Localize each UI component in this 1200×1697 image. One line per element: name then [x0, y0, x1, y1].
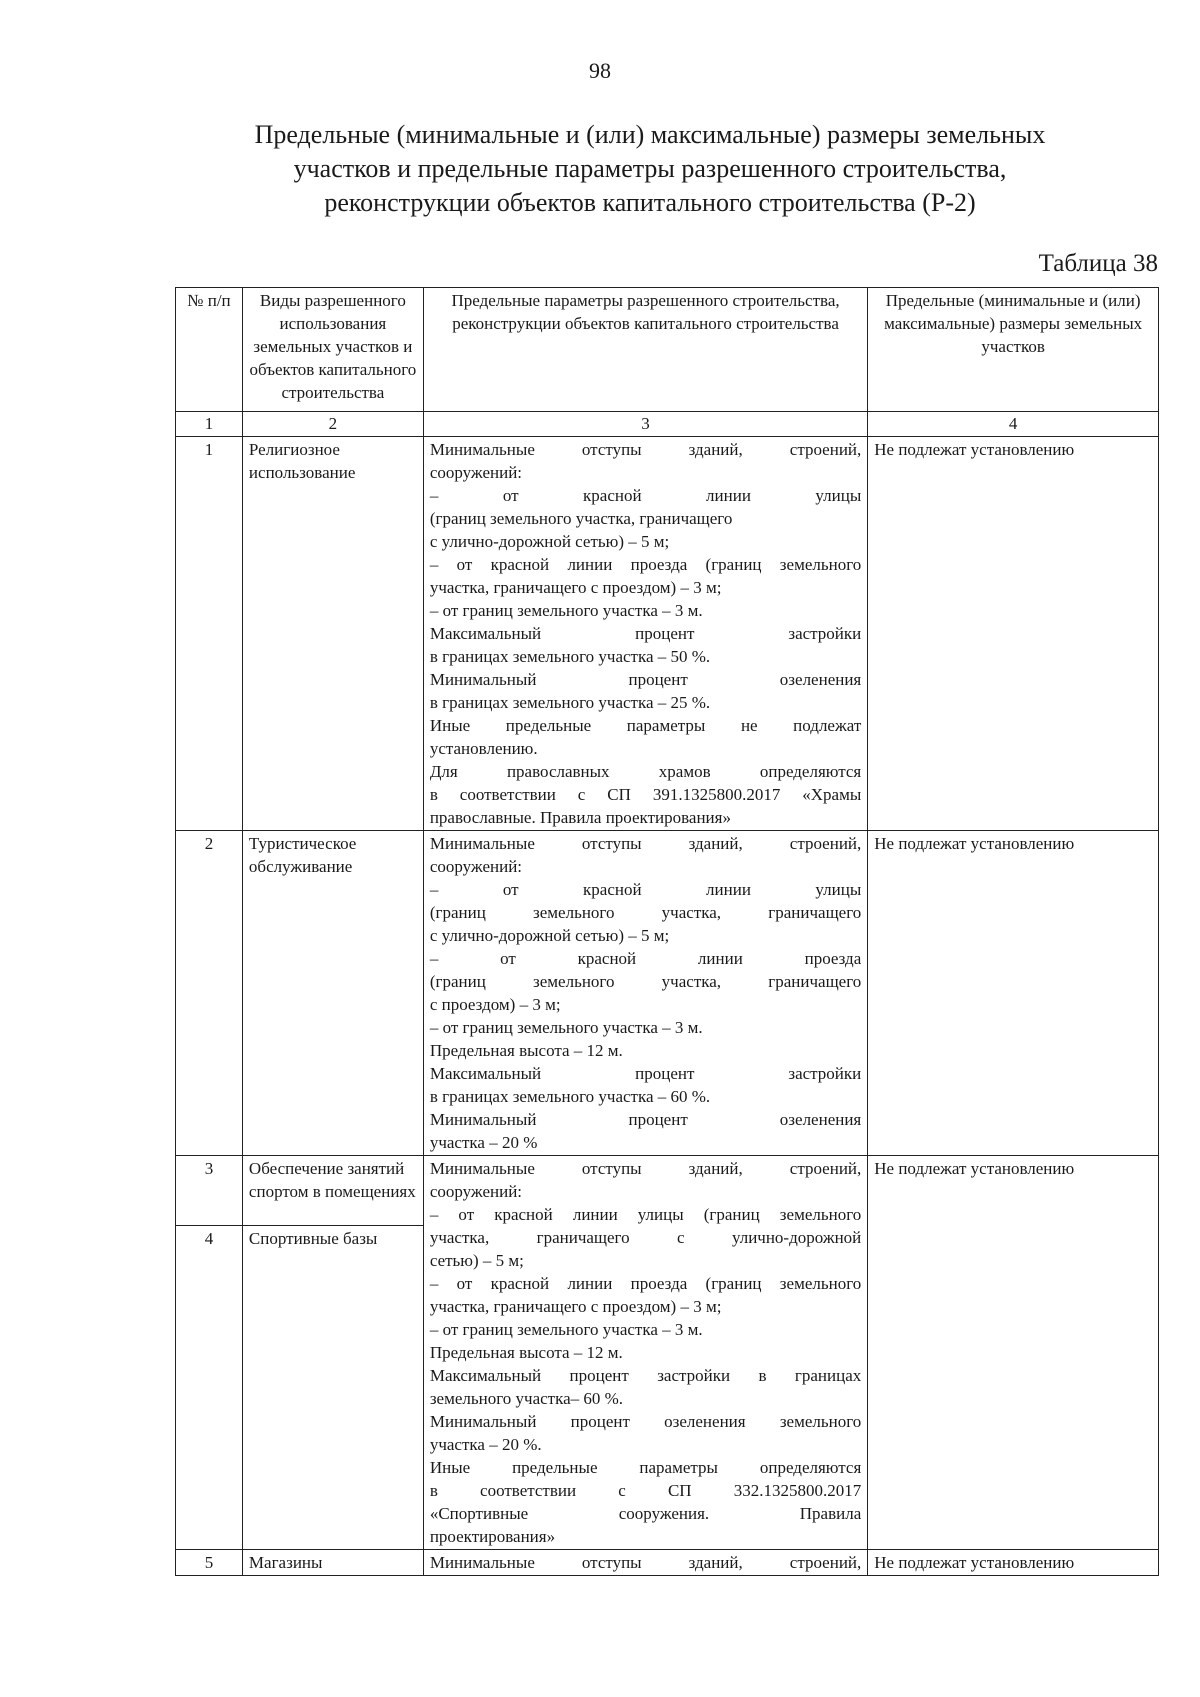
param-line: – от красной линии проезда: [429, 949, 862, 968]
param-line: – от красной линии улицы: [429, 486, 862, 505]
header-params: Предельные параметры разрешенного строительства, реконструкции объектов капитального строительства: [423, 288, 867, 412]
param-line: Минимальные отступы зданий, строений,: [429, 1159, 862, 1178]
row-kind: Магазины: [242, 1550, 423, 1576]
param-line: участка, граничащего с проездом) – 3 м;: [429, 1297, 722, 1316]
row-size: Не подлежат установлению: [868, 1156, 1159, 1550]
param-line: Максимальный процент застройки: [429, 624, 862, 643]
row-params: [423, 437, 867, 831]
param-line: православные. Правила проектирования»: [429, 808, 731, 827]
param-line: с улично-дорожной сетью) – 5 м;: [429, 532, 670, 551]
row-size: Не подлежат установлению: [868, 831, 1159, 1156]
param-line: (границ земельного участка, граничащего: [429, 509, 733, 528]
table-header-row: [176, 288, 1159, 412]
header-kind: Виды разрешенного использования земельных участков и объектов капитального строительства: [242, 288, 423, 412]
param-line: (границ земельного участка, граничащего: [429, 903, 862, 922]
param-line: в соответствии с СП 332.1325800.2017: [429, 1481, 862, 1500]
param-line: в границах земельного участка – 25 %.: [429, 693, 711, 712]
param-line: – от границ земельного участка – 3 м.: [429, 601, 703, 620]
column-number: 2: [242, 412, 423, 437]
row-number: 2: [176, 831, 243, 1156]
table-row: [176, 1156, 1159, 1550]
row-divider: [176, 1225, 242, 1226]
param-line: проектирования»: [429, 1527, 556, 1546]
title-line: реконструкции объектов капитального строительства (Р-2): [324, 188, 976, 217]
row-size: Не подлежат установлению: [868, 1550, 1159, 1576]
row-kind: Туристическое обслуживание: [242, 831, 423, 1156]
param-line: – от красной линии улицы (границ земельного: [429, 1205, 862, 1224]
page-number: 98: [589, 58, 611, 83]
column-number: 3: [423, 412, 867, 437]
param-line: участка – 20 %: [429, 1133, 538, 1152]
param-line: – от границ земельного участка – 3 м.: [429, 1018, 703, 1037]
param-line: – от красной линии проезда (границ земельного: [429, 555, 862, 574]
param-line: в границах земельного участка – 60 %.: [429, 1087, 711, 1106]
param-line: в соответствии с СП 391.1325800.2017 «Храмы: [429, 785, 862, 804]
param-line: Максимальный процент застройки: [429, 1064, 862, 1083]
param-line: – от красной линии улицы: [429, 880, 862, 899]
param-line: Минимальные отступы зданий, строений,: [429, 834, 862, 853]
param-line: сооружений:: [429, 1182, 523, 1201]
table-caption: Таблица 38: [1038, 250, 1158, 277]
param-line: участка, граничащего с улично-дорожной: [429, 1228, 862, 1247]
param-line: сетью) – 5 м;: [429, 1251, 524, 1270]
row-kind-b: Спортивные базы: [248, 1229, 378, 1248]
param-line: в границах земельного участка – 50 %.: [429, 647, 711, 666]
param-line: Минимальный процент озеленения земельного: [429, 1412, 862, 1431]
row-number: 1: [176, 437, 243, 831]
row-number: [176, 1156, 243, 1550]
title-line: Предельные (минимальные и (или) максимальные) размеры земельных: [254, 120, 1046, 149]
param-line: Минимальный процент озеленения: [429, 670, 862, 689]
row-params: [423, 1550, 867, 1576]
param-line: установлению.: [429, 739, 538, 758]
row-params: [423, 831, 867, 1156]
row-number-b: 4: [204, 1229, 214, 1248]
param-line: Предельная высота – 12 м.: [429, 1343, 623, 1362]
param-line: Иные предельные параметры не подлежат: [429, 716, 862, 735]
param-line: Минимальный процент озеленения: [429, 1110, 862, 1129]
param-line: с проездом) – 3 м;: [429, 995, 561, 1014]
param-line: Для православных храмов определяются: [429, 762, 862, 781]
param-line: Максимальный процент застройки в границах: [429, 1366, 862, 1385]
column-number: 1: [176, 412, 243, 437]
param-line: участка – 20 %.: [429, 1435, 542, 1454]
param-line: сооружений:: [429, 857, 523, 876]
param-line: сооружений:: [429, 463, 523, 482]
param-line: Минимальные отступы зданий, строений,: [429, 440, 862, 459]
row-kind: [242, 1156, 423, 1550]
header-number: № п/п: [176, 288, 243, 412]
param-line: – от красной линии проезда (границ земельного: [429, 1274, 862, 1293]
table-row: [176, 437, 1159, 831]
param-line: (границ земельного участка, граничащего: [429, 972, 862, 991]
document-title: [200, 118, 1100, 220]
column-number: 4: [868, 412, 1159, 437]
row-kind-a: Обеспечение занятий спортом в помещениях: [248, 1159, 416, 1201]
param-line: Предельная высота – 12 м.: [429, 1041, 623, 1060]
regulations-table: [175, 287, 1159, 1576]
param-line: Иные предельные параметры определяются: [429, 1458, 862, 1477]
row-kind: Религиозное использование: [242, 437, 423, 831]
table-row: [176, 1550, 1159, 1576]
header-size: Предельные (минимальные и (или) максимальные) размеры земельных участков: [868, 288, 1159, 412]
title-line: участков и предельные параметры разрешенного строительства,: [293, 154, 1007, 183]
param-line: Минимальные отступы зданий, строений,: [429, 1553, 862, 1572]
row-number: 5: [176, 1550, 243, 1576]
param-line: – от границ земельного участка – 3 м.: [429, 1320, 703, 1339]
param-line: участка, граничащего с проездом) – 3 м;: [429, 578, 722, 597]
param-line: с улично-дорожной сетью) – 5 м;: [429, 926, 670, 945]
row-params: [423, 1156, 867, 1550]
param-line: земельного участка– 60 %.: [429, 1389, 624, 1408]
row-divider: [243, 1225, 423, 1226]
param-line: «Спортивные сооружения. Правила: [429, 1504, 862, 1523]
row-number-a: 3: [204, 1159, 214, 1178]
column-number-row: [176, 412, 1159, 437]
row-size: Не подлежат установлению: [868, 437, 1159, 831]
table-row: [176, 831, 1159, 1156]
